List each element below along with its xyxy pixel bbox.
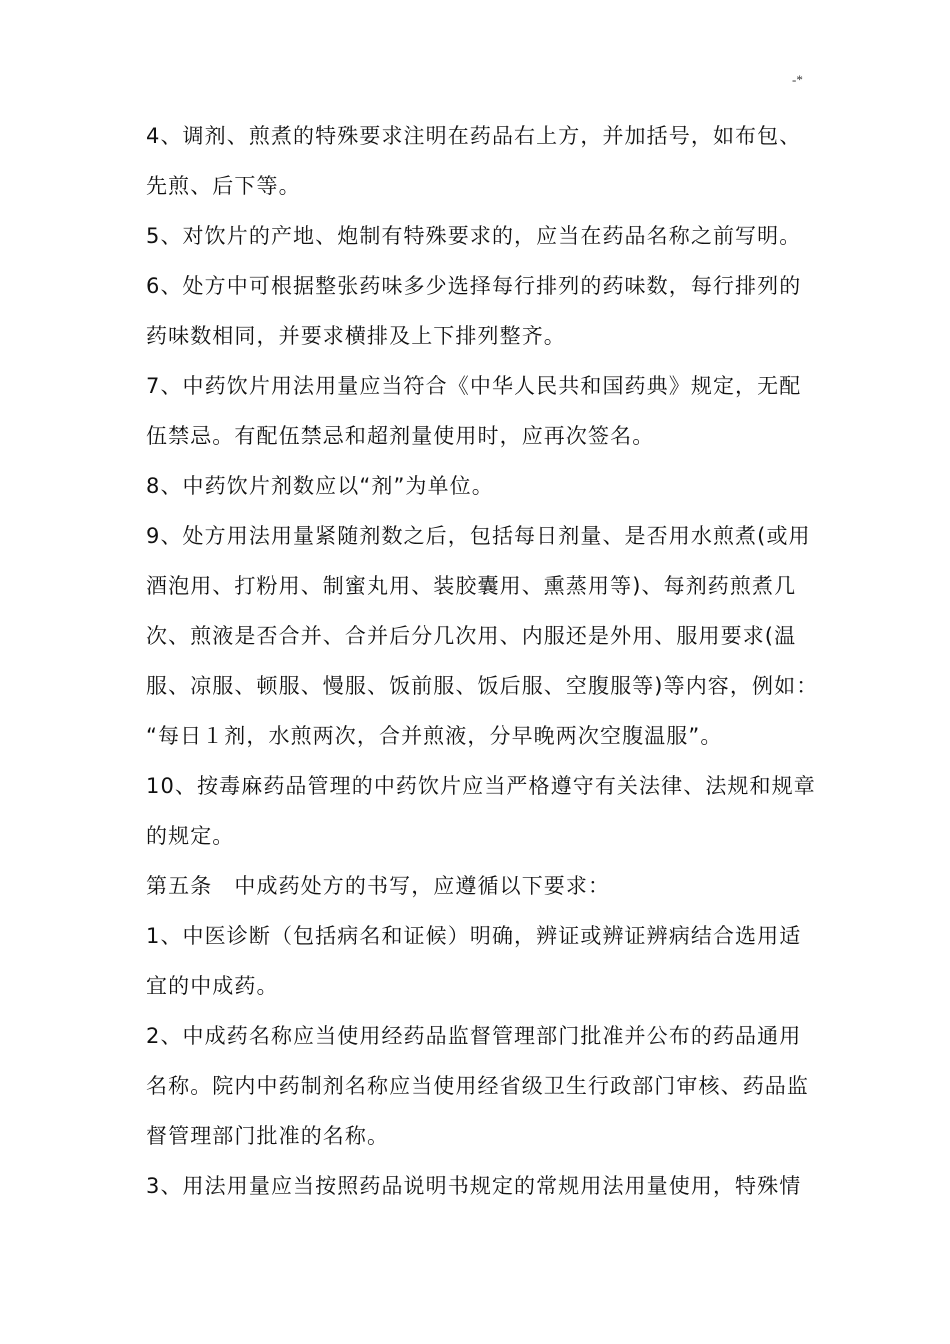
text-line: 宜的中成药。: [146, 974, 279, 998]
page-marker: -*: [792, 72, 803, 87]
text-line: 服、凉服、顿服、慢服、饭前服、饭后服、空腹服等)等内容，例如：: [146, 674, 819, 698]
text-line: 2、中成药名称应当使用经药品监督管理部门批准并公布的药品通用: [146, 1024, 802, 1048]
text-line: 伍禁忌。有配伍禁忌和超剂量使用时，应再次签名。: [146, 424, 655, 448]
text-line: 药味数相同，并要求横排及上下排列整齐。: [146, 324, 566, 348]
text-line: 的规定。: [146, 824, 235, 848]
text-line: 6、处方中可根据整张药味多少选择每行排列的药味数，每行排列的: [146, 274, 802, 298]
text-line: 8、中药饮片剂数应以“剂”为单位。: [146, 474, 494, 498]
text-line: 10、按毒麻药品管理的中药饮片应当严格遵守有关法律、法规和规章: [146, 774, 816, 798]
text-line: 9、处方用法用量紧随剂数之后，包括每日剂量、是否用水煎煮(或用: [146, 524, 811, 548]
text-line: 酒泡用、打粉用、制蜜丸用、装胶囊用、熏蒸用等)、每剂药煎煮几: [146, 574, 797, 598]
section-heading: 第五条 中成药处方的书写，应遵循以下要求：: [146, 874, 611, 898]
text-line: 督管理部门批准的名称。: [146, 1124, 390, 1148]
text-line: 1、中医诊断（包括病名和证候）明确，辨证或辨证辨病结合选用适: [146, 924, 802, 948]
text-line: “每日１剂，水煎两次，合并煎液，分早晚两次空腹温服”。: [146, 724, 723, 748]
text-line: 3、用法用量应当按照药品说明书规定的常规用法用量使用，特殊情: [146, 1174, 802, 1198]
text-line: 名称。院内中药制剂名称应当使用经省级卫生行政部门审核、药品监: [146, 1074, 809, 1098]
text-line: 4、调剂、煎煮的特殊要求注明在药品右上方，并加括号，如布包、: [146, 124, 802, 148]
text-line: 7、中药饮片用法用量应当符合《中华人民共和国药典》规定，无配: [146, 374, 802, 398]
text-line: 次、煎液是否合并、合并后分几次用、内服还是外用、服用要求(温: [146, 624, 797, 648]
text-line: 5、对饮片的产地、炮制有特殊要求的，应当在药品名称之前写明。: [146, 224, 802, 248]
text-line: 先煎、后下等。: [146, 174, 301, 198]
